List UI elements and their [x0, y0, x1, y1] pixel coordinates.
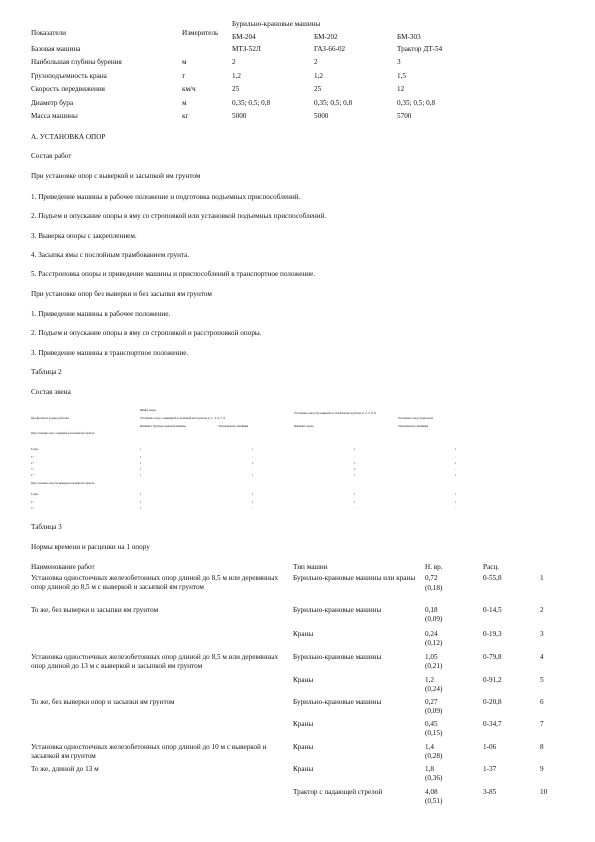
norms-row-number: 7: [540, 720, 544, 728]
crew-row-val: 1: [140, 507, 142, 510]
step-item: 1. Приведение машины в рабочее положение и подготовка подъемных приспособлений.: [31, 193, 301, 201]
norms-row-price: 0-79,8: [483, 653, 502, 661]
table3-label: Таблица 3: [31, 523, 62, 531]
spec-base-1: МТЗ-52Л: [232, 45, 261, 53]
crew-row-val: -: [252, 507, 253, 510]
spec-header-unit: Измеритель: [182, 29, 219, 37]
crew-row-val: 1: [252, 448, 254, 451]
spec-row-value: 5000: [314, 112, 329, 120]
norms-row-hv-machine: (0,24): [425, 685, 443, 693]
spec-row-name: Грузоподъемность крана: [31, 72, 107, 80]
crew-row-val: 1: [252, 462, 254, 465]
norms-header-price: Расц.: [483, 563, 500, 571]
crew-row-rank: 4 ": [31, 501, 35, 504]
norms-row-number: 10: [540, 788, 548, 796]
crew-sub-c1: Машинист бурильно-крановой машины: [140, 425, 186, 428]
crew-row-val: 1: [140, 462, 142, 465]
crew-row-val: 1: [455, 501, 457, 504]
crew-row-val: 1: [140, 456, 142, 459]
spec-base-label: Базовая машина: [31, 45, 81, 53]
spec-row-name: Скорость передвижения: [31, 85, 105, 93]
norms-row-machine: Трактор с падающей стрелой: [293, 788, 383, 796]
norms-row-hv: 1,8: [425, 765, 434, 773]
step-item: 4. Засыпка ямы с послойным трамбованием грунта.: [31, 251, 190, 259]
norms-row-work: То же, без выверки опор и засыпки ям грунтом: [31, 698, 175, 706]
norms-row-work: То же, длиной до 13 м: [31, 765, 99, 773]
crew-head-c3: Установка опор трактором: [398, 416, 433, 420]
norms-row-hv-machine: (0,51): [425, 797, 443, 805]
norms-row-work: Установка одностоечных железобетонных опор длиной до 10 м с выверкой и засыпкой ям грунтом: [31, 743, 267, 760]
crew-group-1: При установке опор с выверкой и засыпкой ям грунтом: [31, 432, 95, 435]
norms-row-hv: 1,4: [425, 743, 434, 751]
crew-row-val: 2: [354, 468, 356, 471]
step-item: 5. Расстроповка опоры и приведение машины и приспособлений в транспортное положение.: [31, 270, 316, 278]
norms-row-number: 2: [540, 606, 544, 614]
norms-row-hv: 4,08: [425, 788, 438, 796]
spec-row-value: 12: [397, 85, 405, 93]
crew-row-val: 1: [455, 462, 457, 465]
crew-row-rank: 5 ": [31, 456, 35, 459]
spec-row-value: 0,35; 0,5; 0,8: [232, 99, 271, 107]
section-heading: А. УСТАНОВКА ОПОР: [31, 133, 106, 141]
crew-row-val: 1: [354, 462, 356, 465]
crew-row-rank: 3 ": [31, 507, 35, 510]
norms-row-number: 1: [540, 574, 544, 582]
crew-row-rank: 6 разр.: [31, 493, 39, 496]
crew-row-val: 1: [354, 493, 356, 496]
step-item: 2. Подъем и опускание опоры в яму со строповкой и расстроповкой опоры.: [31, 329, 262, 337]
norms-row-hv: 0,18: [425, 606, 438, 614]
norms-row-hv-machine: (0,09): [425, 615, 443, 623]
spec-row-value: 2: [314, 58, 318, 66]
norms-row-price: 0-91,2: [483, 676, 502, 684]
spec-row-value: 0,35; 0,5; 0,8: [397, 99, 436, 107]
spec-row-unit: м: [182, 99, 187, 107]
norms-row-number: 5: [540, 676, 544, 684]
spec-header-param: Показатели: [31, 29, 66, 37]
spec-row-value: 5000: [232, 112, 247, 120]
work-composition-heading: Состав работ: [31, 152, 72, 160]
crew-row-val: 1: [455, 448, 457, 451]
step-item: 2. Подъем и опускание опоры в яму со строповкой или установкой подъемных приспособлений.: [31, 212, 327, 220]
norms-row-work: Установка одностоечных железобетонных опор длиной до 8,5 м или деревянных опор длиной до 8,5 м с выверкой и засыпкой ям грунтом: [31, 574, 279, 591]
step-item: 3. Приведение машины в транспортное положение.: [31, 349, 189, 357]
spec-model-3: БМ-303: [397, 33, 421, 41]
spec-row-value: 1,2: [232, 72, 241, 80]
crew-row-rank: 2 ": [31, 474, 35, 477]
norms-row-price: 1-37: [483, 765, 497, 773]
spec-model-1: БМ-204: [232, 33, 256, 41]
crew-row-val: 1: [140, 493, 142, 496]
crew-row-val: -: [455, 507, 456, 510]
norms-row-machine: Краны: [293, 720, 314, 728]
spec-row-value: 2: [232, 58, 236, 66]
norms-row-number: 9: [540, 765, 544, 773]
spec-row-value: 0,35; 0,5; 0,8: [314, 99, 353, 107]
norms-header-machine: Тип машин: [293, 563, 328, 571]
norms-row-hv-machine: (0,12): [425, 639, 443, 647]
spec-row-value: 25: [232, 85, 240, 93]
table2-label: Таблица 2: [31, 368, 62, 376]
norms-row-hv: 0,72: [425, 574, 438, 582]
spec-row-unit: кг: [182, 112, 189, 120]
crew-row-val: 1: [455, 474, 457, 477]
norms-row-work: Установка одностоечных железобетонных опор длиной до 8,5 м или деревянных опор длиной до 13 м с выверкой и засыпкой ям грунтом: [31, 653, 279, 670]
norms-row-price: 0-19,3: [483, 630, 502, 638]
norms-row-hv: 0,24: [425, 630, 438, 638]
spec-row-value: 3: [397, 58, 401, 66]
norms-row-machine: Краны: [293, 743, 314, 751]
subheading-without-fill: При установке опор без выверки и без засыпки ям грунтом: [31, 290, 212, 298]
norms-row-machine: Бурильно-крановые машины: [293, 698, 382, 706]
spec-row-unit: т: [182, 72, 186, 80]
crew-row-val: 1: [252, 474, 254, 477]
crew-row-val: 1: [140, 448, 142, 451]
norms-row-hv-machine: (0,09): [425, 707, 443, 715]
table2-title: Состав звена: [31, 388, 71, 396]
spec-row-value: 1,2: [314, 72, 323, 80]
crew-row-val: -: [455, 456, 456, 459]
norms-row-hv-machine: (0,36): [425, 774, 443, 782]
norms-row-hv: 1,2: [425, 676, 434, 684]
norms-row-price: 3-85: [483, 788, 497, 796]
crew-head-c1: Установка опор с выверкой и засыпкой ям грунтом п. 1, 3, 4, 7, 9: [140, 416, 225, 420]
crew-row-val: -: [354, 507, 355, 510]
norms-row-price: 0-14,5: [483, 606, 502, 614]
norms-row-machine: Краны: [293, 630, 314, 638]
crew-head-left: Профессия и разряд рабочих: [31, 416, 69, 420]
norms-row-hv: 0,27: [425, 698, 438, 706]
crew-row-val: 1: [354, 501, 356, 504]
crew-row-val: -: [354, 456, 355, 459]
norms-row-hv-machine: (0,18): [425, 584, 443, 592]
crew-row-rank: 3 ": [31, 468, 35, 471]
crew-row-rank: 6 разр.: [31, 448, 39, 451]
norms-row-work: То же, без выверки и засыпки ям грунтом: [31, 606, 159, 614]
norms-row-hv: 1,05: [425, 653, 438, 661]
crew-row-rank: 4 ": [31, 462, 35, 465]
crew-row-val: 1: [455, 493, 457, 496]
crew-row-val: 1: [140, 501, 142, 504]
crew-row-val: 1: [252, 501, 254, 504]
crew-row-val: -: [252, 456, 253, 459]
table3-title: Нормы времени и расценки на 1 опору: [31, 543, 150, 551]
spec-base-3: Трактор ДТ-54: [397, 45, 443, 53]
norms-row-hv: 0,45: [425, 720, 438, 728]
crew-row-val: 1: [140, 474, 142, 477]
crew-row-val: -: [455, 468, 456, 471]
spec-row-unit: м: [182, 58, 187, 66]
norms-row-hv-machine: (0,28): [425, 752, 443, 760]
crew-row-val: 1: [140, 468, 142, 471]
crew-sub-c2: Электромонтер-линейщик: [218, 425, 249, 428]
norms-row-machine: Бурильно-крановые машины или краны: [293, 574, 416, 582]
spec-row-name: Масса машины: [31, 112, 78, 120]
norms-row-machine: Краны: [293, 676, 314, 684]
spec-row-value: 5700: [397, 112, 412, 120]
crew-row-val: 1: [252, 493, 254, 496]
spec-header-group: Бурильно-крановые машины: [232, 20, 321, 28]
norms-row-machine: Краны: [293, 765, 314, 773]
step-item: 1. Приведение машины в рабочее положение.: [31, 310, 171, 318]
spec-base-2: ГАЗ-66-02: [314, 45, 346, 53]
norms-row-number: 6: [540, 698, 544, 706]
crew-row-val: -: [252, 468, 253, 471]
spec-row-name: Наибольшая глубина бурения: [31, 58, 122, 66]
norms-row-number: 8: [540, 743, 544, 751]
norms-row-number: 3: [540, 630, 544, 638]
spec-model-2: БМ-202: [314, 33, 338, 41]
norms-row-hv-machine: (0,15): [425, 729, 443, 737]
norms-row-price: 0-20,8: [483, 698, 502, 706]
spec-row-name: Диаметр бура: [31, 99, 74, 107]
crew-sub-c4: Электромонтер-линейщик: [398, 425, 429, 428]
crew-head-c2: Установка опор без выверки и засыпки ям грунтом п. 2, 5, 6, 8: [294, 411, 376, 415]
norms-row-price: 0-55,8: [483, 574, 502, 582]
spec-row-unit: км/ч: [182, 85, 196, 93]
norms-row-machine: Бурильно-крановые машины: [293, 653, 382, 661]
crew-row-val: 1: [354, 474, 356, 477]
subheading-with-fill: При установке опор с выверкой и засыпкой ям грунтом: [31, 172, 201, 180]
step-item: 3. Выверка опоры с закреплением.: [31, 232, 137, 240]
spec-row-value: 25: [314, 85, 322, 93]
norms-row-number: 4: [540, 653, 544, 661]
norms-header-work: Наименование работ: [31, 563, 95, 571]
norms-row-price: 1-06: [483, 743, 497, 751]
crew-row-val: 1: [354, 448, 356, 451]
spec-row-value: 1,5: [397, 72, 406, 80]
norms-header-hv: Н. вр.: [425, 563, 443, 571]
norms-row-hv-machine: (0,21): [425, 662, 443, 670]
norms-row-price: 0-34,7: [483, 720, 502, 728]
crew-head-top: Шифр норм: [140, 408, 156, 412]
norms-row-machine: Бурильно-крановые машины: [293, 606, 382, 614]
crew-group-2: При установке опор без выверки и засыпки ям грунтом: [31, 482, 95, 485]
crew-sub-c3: Машинист крана: [294, 425, 314, 428]
